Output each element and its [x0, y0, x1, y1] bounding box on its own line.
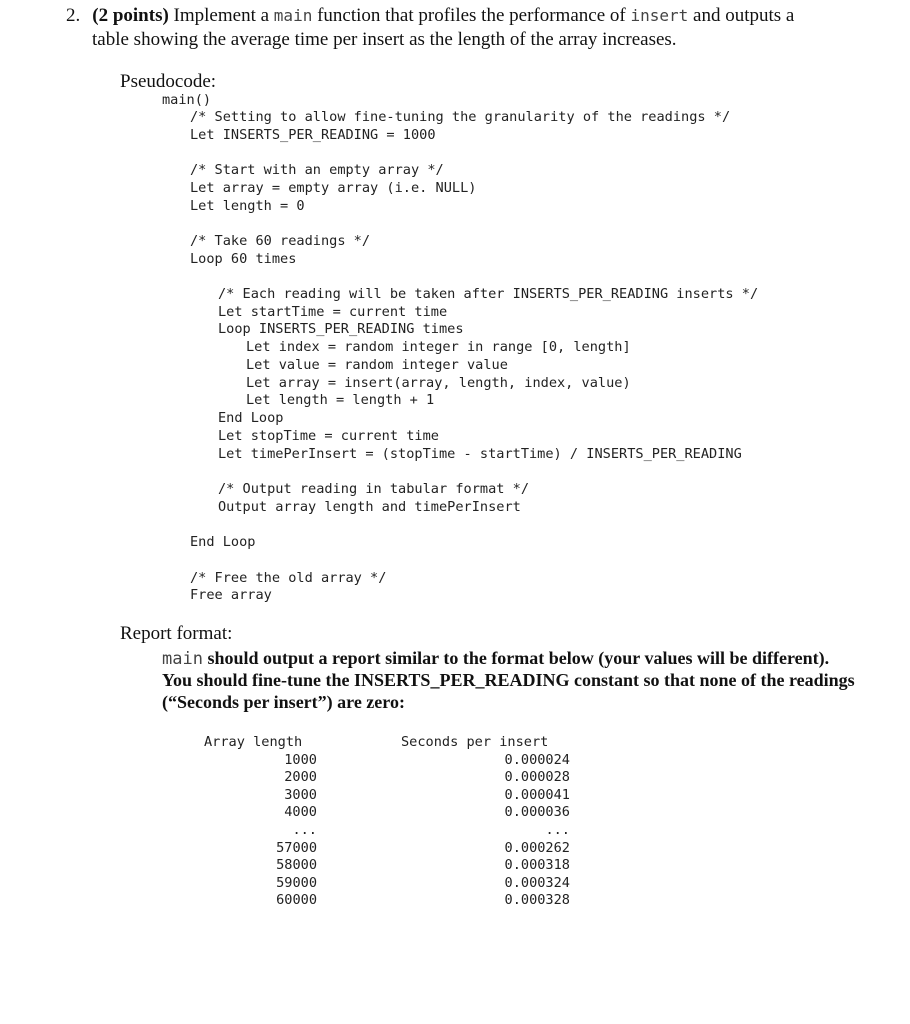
code-line: Loop 60 times	[190, 251, 297, 267]
table-seconds: 0.000036	[504, 804, 570, 820]
pseudocode-heading: Pseudocode:	[120, 71, 217, 92]
table-header-seconds: Seconds per insert	[401, 734, 549, 750]
code-line: Free array	[190, 587, 272, 603]
question-number: 2.	[66, 5, 81, 26]
code-line: Let index = random integer in range [0, length]	[246, 339, 631, 355]
table-length: 2000	[284, 769, 317, 785]
table-header-length: Array length	[204, 734, 303, 750]
question-text: and outputs a	[688, 5, 795, 26]
table-seconds: 0.000262	[504, 840, 570, 856]
code-line: main()	[162, 92, 212, 108]
code-line: Let INSERTS_PER_READING = 1000	[190, 127, 436, 143]
table-ellipsis: ...	[545, 822, 570, 838]
question-line-2: table showing the average time per insert as the length of the array increases.	[92, 29, 677, 50]
code-line: End Loop	[190, 534, 256, 550]
question-points: (2 points)	[92, 5, 169, 26]
code-line: /* Output reading in tabular format */	[218, 481, 529, 497]
code-line: Let timePerInsert = (stopTime - startTime) / INSERTS_PER_READING	[218, 446, 742, 462]
table-length: 60000	[276, 892, 317, 908]
table-length: 3000	[284, 787, 317, 803]
report-text: (“Seconds per insert”) are zero:	[162, 692, 405, 712]
report-line-1	[162, 647, 829, 670]
code-line: /* Take 60 readings */	[190, 233, 371, 249]
table-length: 59000	[276, 875, 317, 891]
code-line: Let array = empty array (i.e. NULL)	[190, 180, 477, 196]
code-line: /* Free the old array */	[190, 570, 387, 586]
table-seconds: 0.000041	[504, 787, 570, 803]
table-length: 57000	[276, 840, 317, 856]
question-text: Implement a	[168, 5, 274, 26]
table-seconds: 0.000028	[504, 769, 570, 785]
code-line: /* Start with an empty array */	[190, 162, 444, 178]
code-main: main	[273, 6, 313, 25]
report-heading: Report format:	[120, 623, 233, 644]
report-line-3	[162, 691, 405, 713]
code-line: Let length = 0	[190, 198, 305, 214]
table-length: 4000	[284, 804, 317, 820]
question-line-1	[66, 4, 794, 28]
table-seconds: 0.000324	[504, 875, 570, 891]
code-line: Let array = insert(array, length, index, value)	[246, 375, 631, 391]
report-line-2	[162, 669, 855, 691]
code-line: Let startTime = current time	[218, 304, 448, 320]
code-line: Let length = length + 1	[246, 392, 435, 408]
report-text: should output a report similar to the format below (your values will be different).	[202, 648, 830, 668]
table-seconds: 0.000024	[504, 752, 570, 768]
code-line: Output array length and timePerInsert	[218, 499, 521, 515]
code-insert: insert	[630, 6, 689, 25]
table-length: 58000	[276, 857, 317, 873]
code-main: main	[162, 649, 203, 669]
code-line: /* Setting to allow fine-tuning the granularity of the readings */	[190, 109, 731, 125]
table-seconds: 0.000328	[504, 892, 570, 908]
code-line: Let stopTime = current time	[218, 428, 439, 444]
code-line: End Loop	[218, 410, 284, 426]
code-line: Let value = random integer value	[246, 357, 508, 373]
table-length: 1000	[284, 752, 317, 768]
table-ellipsis: ...	[292, 822, 317, 838]
code-line: /* Each reading will be taken after INSERTS_PER_READING inserts */	[218, 286, 759, 302]
code-line: Loop INSERTS_PER_READING times	[218, 321, 464, 337]
question-text: function that profiles the performance of	[312, 5, 631, 26]
table-seconds: 0.000318	[504, 857, 570, 873]
report-text: You should fine-tune the INSERTS_PER_READING constant so that none of the readings	[162, 670, 855, 690]
